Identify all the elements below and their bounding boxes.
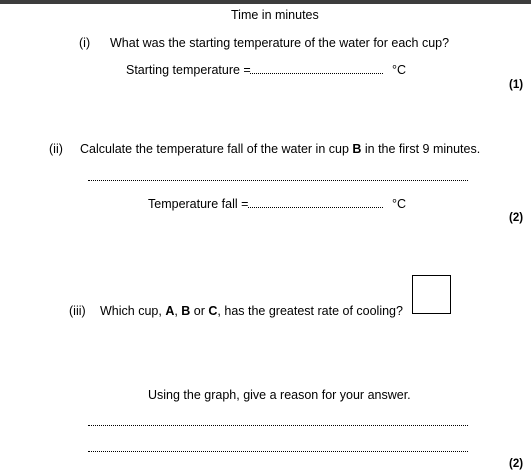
axis-caption: Time in minutes — [231, 8, 319, 22]
part-iii-sep2: or — [190, 304, 209, 318]
part-ii-number: (ii) — [49, 142, 63, 156]
part-ii-unit: °C — [392, 197, 407, 211]
part-iii-cup-b: B — [181, 304, 191, 318]
part-ii-marks: (2) — [509, 212, 524, 224]
part-iii-number: (iii) — [69, 304, 86, 318]
part-iii-question-after: , has the greatest rate of cooling? — [217, 304, 403, 318]
part-i-answer-label: Starting temperature = — [126, 63, 251, 77]
part-ii-answer-label: Temperature fall = — [148, 197, 249, 211]
part-ii-cup-b: B — [352, 142, 362, 156]
part-i-question: What was the starting temperature of the water for each cup? — [110, 36, 450, 50]
part-ii-answer-line[interactable] — [248, 207, 383, 208]
part-iii-cup-a: A — [165, 304, 175, 318]
part-iii-marks: (2) — [509, 458, 524, 470]
part-ii-question-before: Calculate the temperature fall of the water in cup — [80, 142, 353, 156]
part-iii-question-before: Which cup, — [100, 304, 166, 318]
top-border — [0, 0, 531, 4]
part-iii-reason-line-2[interactable] — [88, 451, 468, 452]
part-iii-cup-c: C — [208, 304, 218, 318]
part-iii-reason-line-1[interactable] — [88, 425, 468, 426]
part-i-answer-line[interactable] — [250, 73, 383, 74]
part-iii-reason-prompt: Using the graph, give a reason for your answer. — [148, 388, 411, 402]
part-ii-working-line[interactable] — [88, 180, 468, 181]
part-i-unit: °C — [392, 63, 407, 77]
part-ii-question — [80, 142, 480, 156]
part-iii-sep1: , — [174, 304, 182, 318]
part-iii-question — [100, 304, 403, 318]
part-iii-answer-box[interactable] — [412, 275, 451, 314]
part-ii-question-after: in the first 9 minutes. — [361, 142, 481, 156]
part-i-marks: (1) — [509, 79, 524, 91]
part-i-number: (i) — [79, 36, 91, 50]
